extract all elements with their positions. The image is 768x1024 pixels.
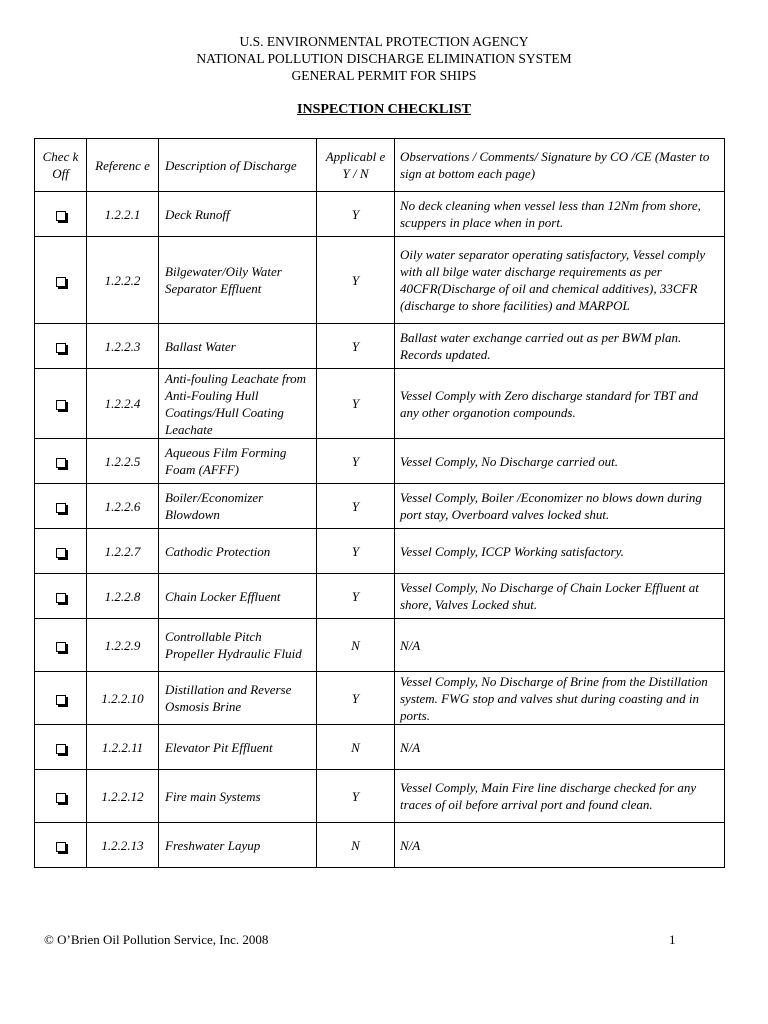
column-header-reference: Referenc e [87, 139, 159, 192]
table-row [35, 324, 725, 369]
observations-cell: Oily water separator operating satisfactory, Vessel comply with all bilge water discharge requirements as per 40CFR(Discharge of oil and chemical additives), 33CFR (discharge to shore facilities) and MARPOL [395, 237, 725, 324]
check-off-cell [35, 192, 87, 237]
observations-cell: Vessel Comply, No Discharge carried out. [395, 439, 725, 484]
reference-cell: 1.2.2.4 [87, 369, 159, 439]
table-row [35, 770, 725, 823]
column-header-check-off: Chec k Off [35, 139, 87, 192]
check-off-cell [35, 484, 87, 529]
observations-cell: Ballast water exchange carried out as per BWM plan. Records updated. [395, 324, 725, 369]
table-row [35, 823, 725, 868]
check-off-cell [35, 770, 87, 823]
check-off-cell [35, 439, 87, 484]
checkbox-icon[interactable] [56, 458, 66, 468]
checkbox-icon[interactable] [56, 277, 66, 287]
reference-cell: 1.2.2.7 [87, 529, 159, 574]
check-off-cell [35, 529, 87, 574]
observations-cell: No deck cleaning when vessel less than 12Nm from shore, scuppers in place when in port. [395, 192, 725, 237]
applicable-cell: Y [317, 369, 395, 439]
column-header-applicable: Applicabl e Y / N [317, 139, 395, 192]
reference-cell: 1.2.2.12 [87, 770, 159, 823]
applicable-cell: N [317, 725, 395, 770]
applicable-cell: N [317, 823, 395, 868]
observations-cell: N/A [395, 619, 725, 672]
observations-cell: Vessel Comply with Zero discharge standard for TBT and any other organotion compounds. [395, 369, 725, 439]
applicable-cell: Y [317, 484, 395, 529]
checkbox-icon[interactable] [56, 548, 66, 558]
check-off-cell [35, 672, 87, 725]
observations-cell: Vessel Comply, Boiler /Economizer no blows down during port stay, Overboard valves locked shut. [395, 484, 725, 529]
reference-cell: 1.2.2.3 [87, 324, 159, 369]
description-cell: Chain Locker Effluent [159, 574, 317, 619]
column-header-description: Description of Discharge [159, 139, 317, 192]
applicable-cell: Y [317, 574, 395, 619]
applicable-cell: Y [317, 324, 395, 369]
table-row [35, 672, 725, 725]
column-header-observations: Observations / Comments/ Signature by CO /CE (Master to sign at bottom each page) [395, 139, 725, 192]
checkbox-icon[interactable] [56, 400, 66, 410]
check-off-cell [35, 237, 87, 324]
description-cell: Freshwater Layup [159, 823, 317, 868]
agency-name: U.S. ENVIRONMENTAL PROTECTION AGENCY [239, 34, 529, 49]
document-header [0, 33, 768, 84]
reference-cell: 1.2.2.9 [87, 619, 159, 672]
description-cell: Ballast Water [159, 324, 317, 369]
reference-cell: 1.2.2.11 [87, 725, 159, 770]
reference-cell: 1.2.2.10 [87, 672, 159, 725]
checkbox-icon[interactable] [56, 793, 66, 803]
observations-cell: Vessel Comply, Main Fire line discharge checked for any traces of oil before arrival port and found clean. [395, 770, 725, 823]
observations-cell: N/A [395, 823, 725, 868]
check-off-cell [35, 324, 87, 369]
description-cell: Elevator Pit Effluent [159, 725, 317, 770]
system-name: NATIONAL POLLUTION DISCHARGE ELIMINATION SYSTEM [196, 51, 572, 66]
check-off-cell [35, 369, 87, 439]
table-row [35, 192, 725, 237]
applicable-cell: Y [317, 237, 395, 324]
applicable-cell: N [317, 619, 395, 672]
check-off-cell [35, 823, 87, 868]
checkbox-icon[interactable] [56, 211, 66, 221]
description-cell: Fire main Systems [159, 770, 317, 823]
checkbox-icon[interactable] [56, 695, 66, 705]
description-cell: Anti-fouling Leachate from Anti-Fouling Hull Coatings/Hull Coating Leachate [159, 369, 317, 439]
description-cell: Controllable Pitch Propeller Hydraulic Fluid [159, 619, 317, 672]
table-row [35, 725, 725, 770]
observations-cell: Vessel Comply, No Discharge of Brine from the Distillation system. FWG stop and valves shut during coasting and in ports. [395, 672, 725, 725]
reference-cell: 1.2.2.6 [87, 484, 159, 529]
reference-cell: 1.2.2.2 [87, 237, 159, 324]
reference-cell: 1.2.2.5 [87, 439, 159, 484]
applicable-cell: Y [317, 770, 395, 823]
checkbox-icon[interactable] [56, 642, 66, 652]
table-row [35, 484, 725, 529]
checkbox-icon[interactable] [56, 503, 66, 513]
checkbox-icon[interactable] [56, 343, 66, 353]
table-row [35, 237, 725, 324]
applicable-cell: Y [317, 192, 395, 237]
reference-cell: 1.2.2.8 [87, 574, 159, 619]
page-title: INSPECTION CHECKLIST [297, 102, 471, 117]
copyright-notice: © O’Brien Oil Pollution Service, Inc. 2008 [44, 932, 269, 947]
table-row [35, 619, 725, 672]
check-off-cell [35, 619, 87, 672]
observations-cell: Vessel Comply, No Discharge of Chain Locker Effluent at shore, Valves Locked shut. [395, 574, 725, 619]
checkbox-icon[interactable] [56, 593, 66, 603]
permit-name: GENERAL PERMIT FOR SHIPS [291, 68, 477, 83]
description-cell: Boiler/Economizer Blowdown [159, 484, 317, 529]
table-row [35, 529, 725, 574]
page-number: 1 [669, 932, 676, 947]
table-row [35, 439, 725, 484]
checkbox-icon[interactable] [56, 842, 66, 852]
description-cell: Bilgewater/Oily Water Separator Effluent [159, 237, 317, 324]
description-cell: Distillation and Reverse Osmosis Brine [159, 672, 317, 725]
applicable-cell: Y [317, 439, 395, 484]
inspection-checklist-table [34, 138, 725, 868]
description-cell: Cathodic Protection [159, 529, 317, 574]
description-cell: Deck Runoff [159, 192, 317, 237]
checkbox-icon[interactable] [56, 744, 66, 754]
reference-cell: 1.2.2.1 [87, 192, 159, 237]
reference-cell: 1.2.2.13 [87, 823, 159, 868]
observations-cell: N/A [395, 725, 725, 770]
description-cell: Aqueous Film Forming Foam (AFFF) [159, 439, 317, 484]
check-off-cell [35, 574, 87, 619]
applicable-cell: Y [317, 672, 395, 725]
table-header-row [35, 139, 725, 192]
table-row [35, 369, 725, 439]
observations-cell: Vessel Comply, ICCP Working satisfactory. [395, 529, 725, 574]
check-off-cell [35, 725, 87, 770]
table-row [35, 574, 725, 619]
applicable-cell: Y [317, 529, 395, 574]
